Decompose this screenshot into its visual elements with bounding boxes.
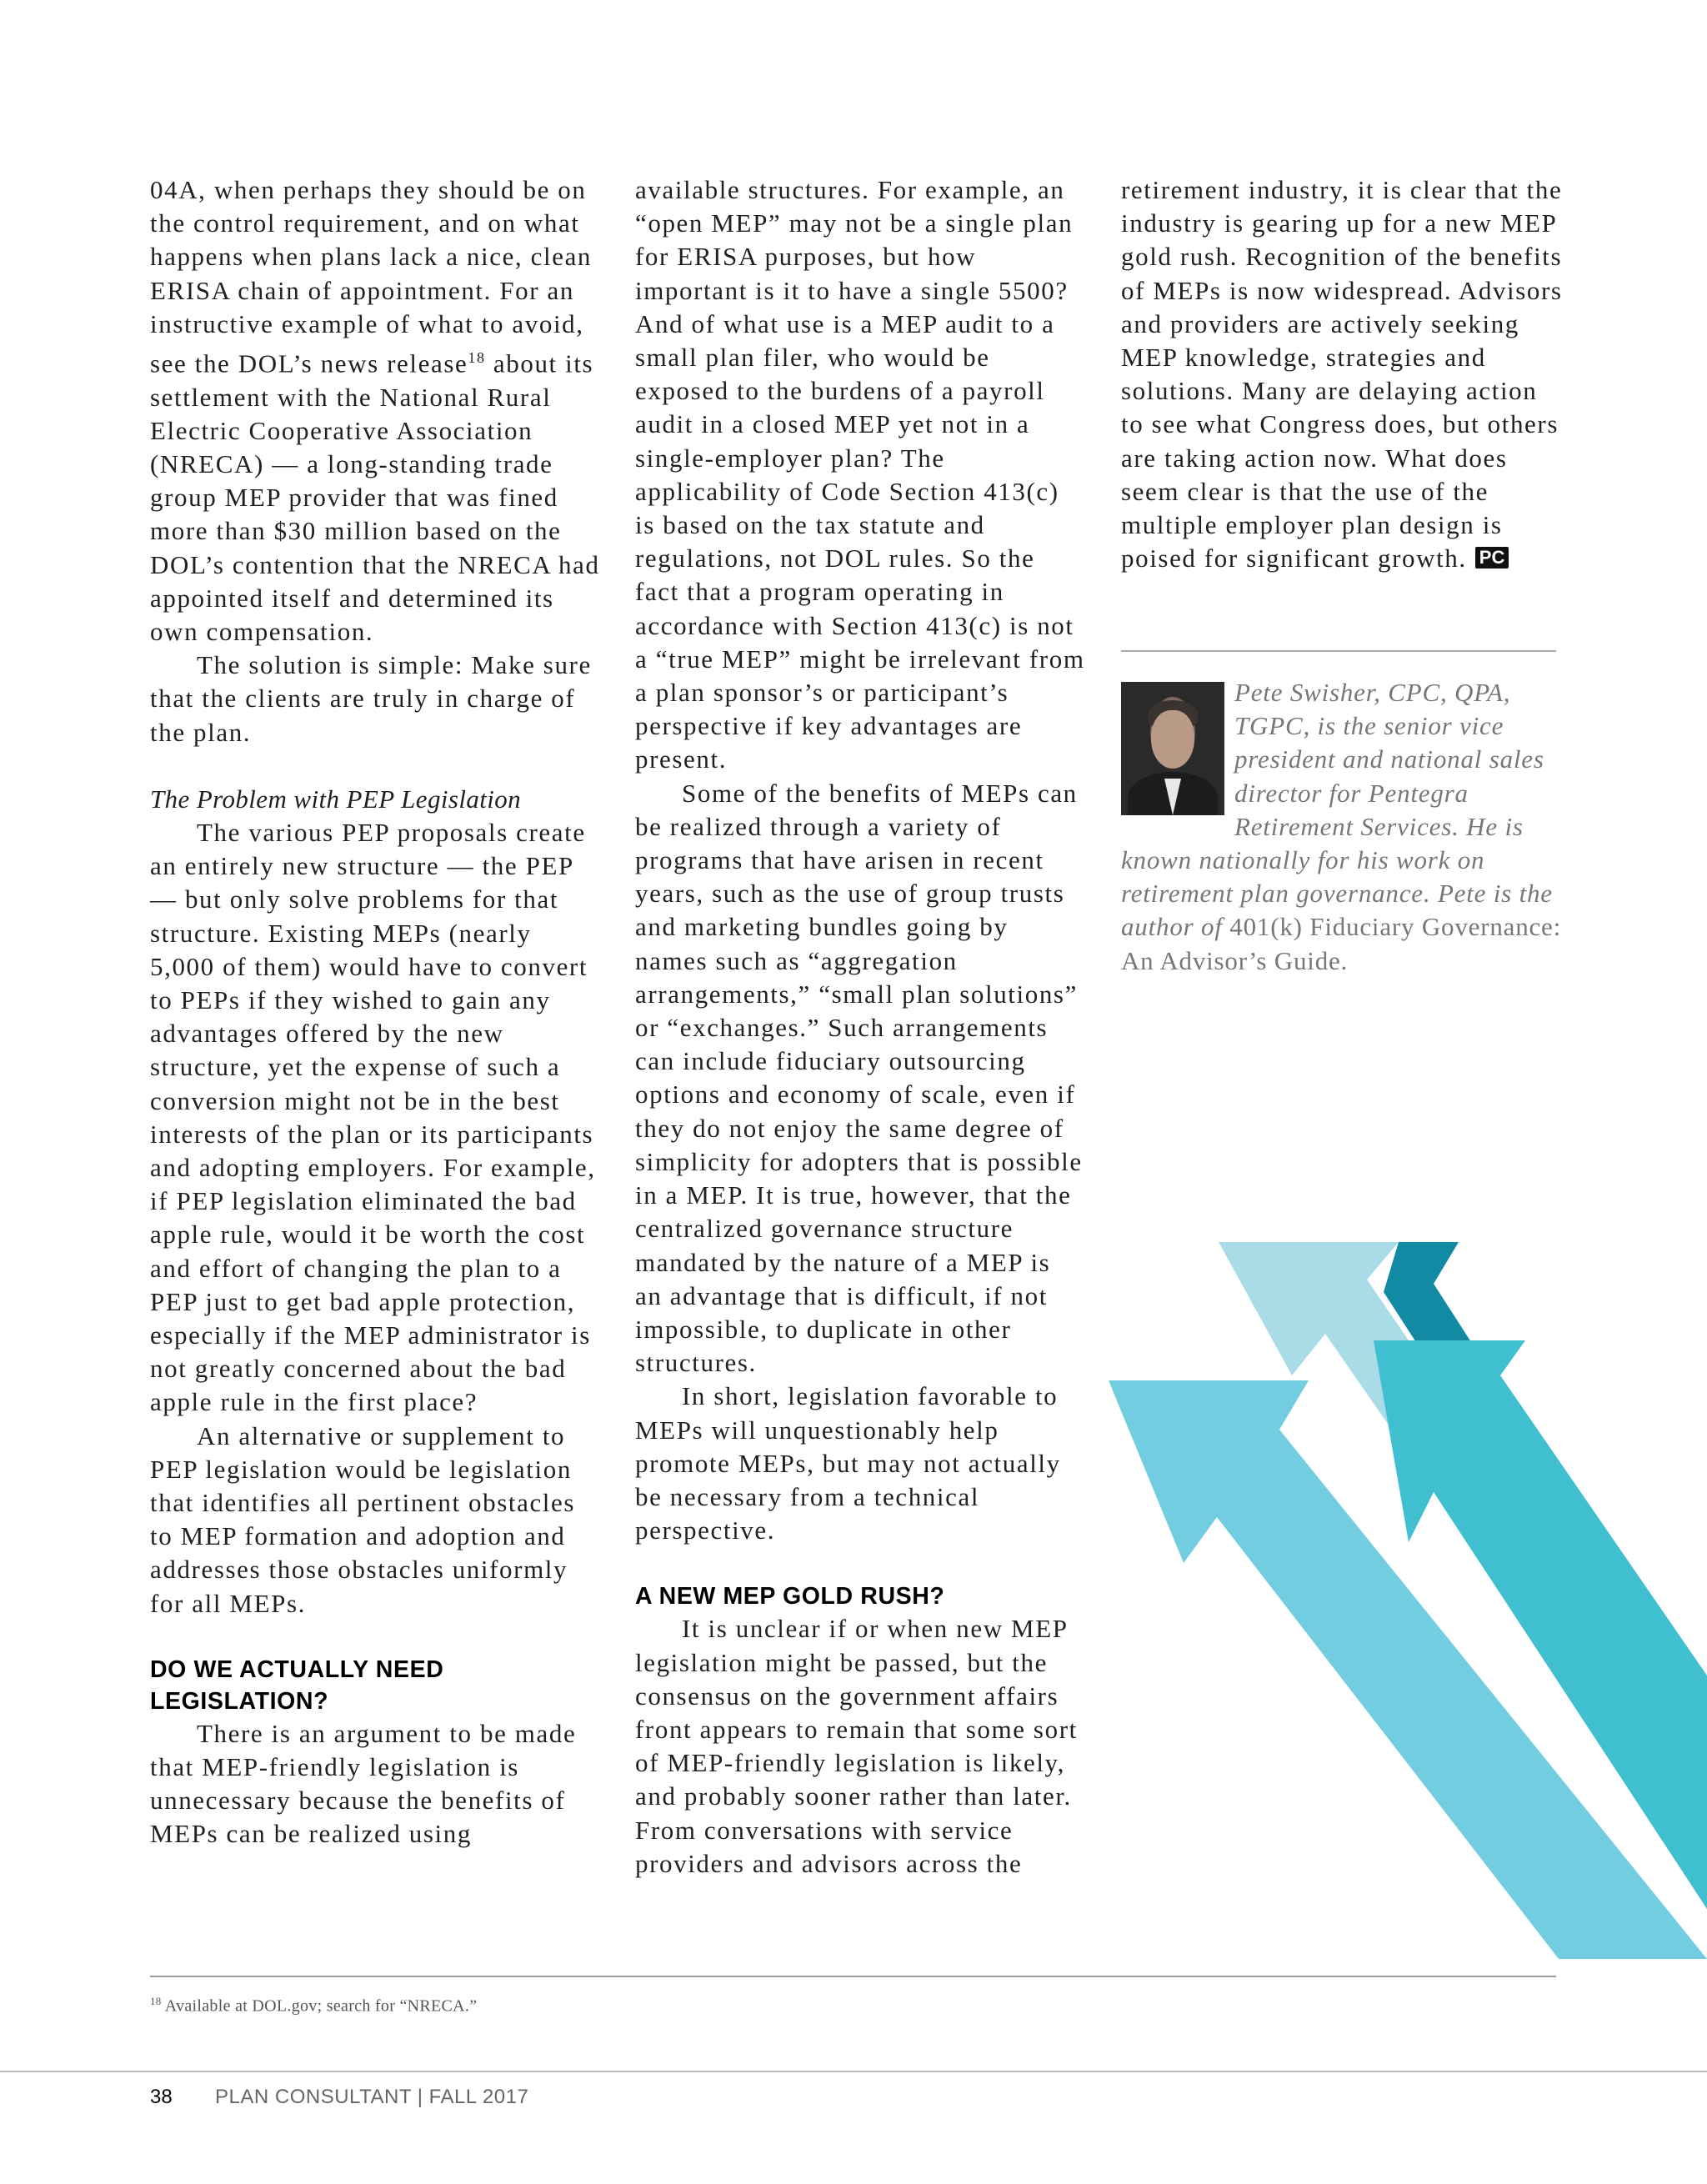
text-column-2 — [635, 173, 1085, 1881]
paragraph: The various PEP proposals create an entirely new structure — the PEP — but only solve problems for that structure. Existing MEPs (nearly 5,000 of them) would have to convert to PEPs if they wished to gain any advantages offered by the new structure, yet the expense of such a conversion might not be in the best interests of the plan or its participants and adopting employers. For example, if PEP legislation eliminated the bad apple rule, would it be worth the cost and effort of changing the plan to a PEP just to get bad apple protection, especially if the MEP administrator is not greatly concerned about the bad apple rule in the first place? — [150, 817, 596, 1417]
arrows-illustration — [1109, 1242, 1707, 1959]
paragraph: The solution is simple: Make sure that the clients are truly in charge of the plan. — [150, 650, 592, 747]
text-column-3 — [1121, 173, 1563, 575]
page-number: 38 — [150, 2086, 173, 2108]
bio-text: Pete Swisher, CPC, QPA, TGPC, is the senior vice president and national sales director for Pentegra Retirement Services. He is known nationally for his work on retirement plan governance. Pete is the author of — [1121, 678, 1553, 942]
paragraph: available structures. For example, an “open MEP” may not be a single plan for ERISA purposes, but how important is it to have a single 5500? And of what use is a MEP audit to a small plan filer, who would be exposed to the burdens of a payroll audit in a closed MEP yet not in a single-employer plan? The applicability of Code Section 413(c) is based on the tax statute and regulations, not DOL rules. So the fact that a program operating in accordance with Section 413(c) is not a “true MEP” might be irrelevant from a plan sponsor’s or participant’s perspective if key advantages are present. — [635, 175, 1085, 774]
paragraph — [150, 173, 600, 649]
bio-book-title: Fiduciary — [1302, 912, 1422, 942]
paragraph-text: 04A, when perhaps they should be on the control requirement, and on what happens when plans lack a nice, clean ERISA chain of appointment. For an instructive example of what to avoid, see the DOL’s news release — [150, 175, 593, 378]
section-heading: A NEW MEP GOLD RUSH? — [635, 1583, 945, 1610]
page-footer-divider — [0, 2071, 1707, 2072]
footnote-divider — [150, 1976, 1556, 1977]
footnote-number: 18 — [150, 1995, 162, 2007]
bio-book-title: 401(k) — [1229, 912, 1303, 942]
paragraph: An alternative or supplement to PEP legislation would be legislation that identifies all pertinent obstacles to MEP formation and adoption and addresses those obstacles uniformly for all MEPs. — [150, 1420, 576, 1618]
publication-name: PLAN CONSULTANT | FALL 2017 — [215, 2086, 529, 2108]
subheading: The Problem with PEP Legislation — [150, 784, 522, 814]
paragraph: Some of the benefits of MEPs can be realized through a variety of programs that have arisen in recent years, such as the use of group trusts and marketing bundles going by names such as “aggregation arrangements,” “small plan solutions” or “exchanges.” Such arrangements can include fiduciary outsourcing options and economy of scale, even if they do not enjoy the same degree of simplicity for adopters that is possible in a MEP. It is true, however, that the centralized governance structure mandated by the nature of a MEP is an advantage that is difficult, if not impossible, to duplicate in other structures. — [635, 778, 1083, 1378]
text-column-1 — [150, 173, 600, 1851]
paragraph — [1121, 173, 1563, 575]
bio-divider — [1121, 650, 1556, 652]
paragraph-text: retirement industry, it is clear that the industry is gearing up for a new MEP gold rush. Recognition of the benefits of MEPs is now widespread. Advisors and providers are actively seeking MEP knowledge, strategies and solutions. Many are delaying action to see what Congress does, but others are taking action now. What does seem clear is that the use of the multiple employer plan design is poised for significant growth. — [1121, 175, 1563, 574]
pc-logo-icon: PC — [1475, 547, 1509, 569]
paragraph: There is an argument to be made that MEP-friendly legislation is unnecessary because the benefits of MEPs can be realized using — [150, 1718, 577, 1849]
paragraph: It is unclear if or when new MEP legislation might be passed, but the consensus on the government affairs front appears to remain that some sort of MEP-friendly legislation is likely, and probably sooner rather than later. From conversations with service providers and advisors across the — [635, 1614, 1078, 1878]
footnote — [150, 1991, 984, 2017]
footnote-ref: 18 — [468, 349, 486, 367]
paragraph: In short, legislation favorable to MEPs will unquestionably help promote MEPs, but may not actually be necessary from a technical perspective. — [635, 1381, 1061, 1545]
footnote-text: Available at DOL.gov; search for “NRECA.” — [161, 1996, 478, 2016]
bio-book-title: Governance: An Advisor’s Guide. — [1121, 912, 1562, 975]
paragraph-text: about its settlement with the National Rural Electric Cooperative Association (NRECA) — a long-standing trade group MEP provider that was fined more than $30 million based on the DOL’s contention that the NRECA had appointed itself and determined its own compensation. — [150, 348, 600, 646]
author-bio — [1121, 676, 1563, 978]
section-heading: DO WE ACTUALLY NEED LEGISLATION? — [150, 1656, 444, 1715]
